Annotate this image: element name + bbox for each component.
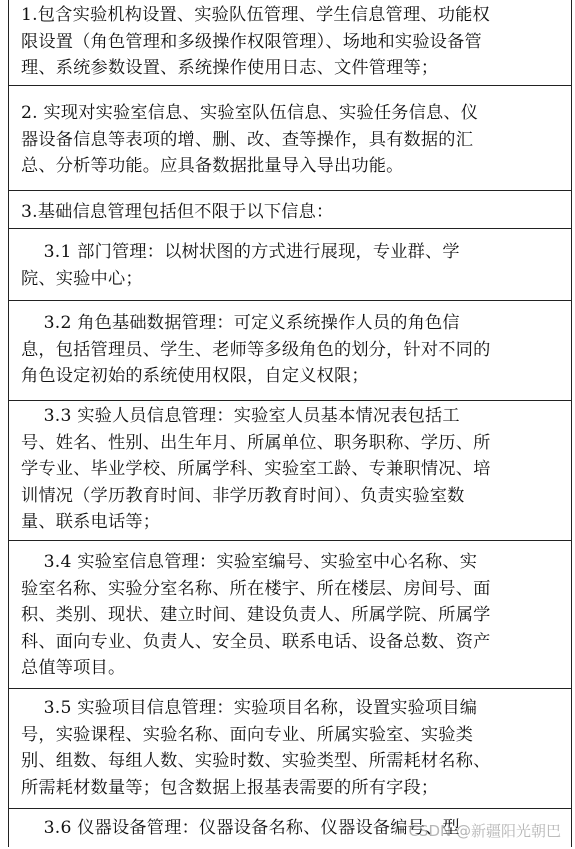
text-line: 训情况（学历教育时间、非学历教育时间）、负责实验室数 (21, 485, 465, 506)
table-cell-item-1 (9, 0, 571, 86)
text-line: 息，包括管理员、学生、老师等多级角色的划分，针对不同的 (21, 339, 491, 360)
table-cell-item-3-2 (9, 300, 571, 401)
text-line: 号、姓名、性别、出生年月、所属单位、职务职称、学历、所 (21, 432, 491, 453)
table-cell-item-3-5 (9, 688, 571, 809)
paragraph-item-3-3 (21, 403, 561, 536)
text-line: 所需耗材数量等；包含数据上报基表需要的所有字段； (21, 777, 439, 798)
table-cell-item-2 (9, 85, 571, 191)
text-line: 量、联系电话等； (21, 512, 161, 532)
table-cell-item-3-4 (9, 540, 571, 689)
text-line: 理、系统参数设置、系统操作使用日志、文件管理等； (21, 58, 439, 78)
paragraph-item-2 (21, 100, 561, 180)
requirements-table (8, 0, 572, 847)
table-cell-item-3-3 (9, 400, 571, 541)
paragraph-item-3-2 (21, 310, 561, 390)
text-line: 3.3 实验人员信息管理：实验室人员基本情况表包括工 (21, 406, 460, 426)
text-line: 角色设定初始的系统使用权限，自定义权限； (21, 366, 369, 386)
text-line: 3.基础信息管理包括但不限于以下信息： (21, 202, 334, 222)
text-line: 总值等项目。 (21, 658, 126, 678)
text-line: 2. 实现对实验室信息、实验室队伍信息、实验任务信息、仪 (21, 103, 479, 123)
text-line: 限设置（角色管理和多级操作权限管理）、场地和实验设备管 (21, 31, 482, 52)
text-line: 总、分析等功能。应具备数据批量导入导出功能。 (21, 156, 404, 176)
paragraph-item-3-1 (21, 239, 561, 292)
text-line: 3.6 仪器设备管理：仪器设备名称、仪器设备编号、型 (21, 818, 460, 838)
text-line: 1.包含实验机构设置、实验队伍管理、学生信息管理、功能权 (21, 5, 490, 25)
text-line: 学专业、毕业学校、所属学科、实验室工龄、专兼职情况、培 (21, 459, 491, 479)
paragraph-item-1 (21, 2, 561, 82)
table-cell-item-3-1 (9, 228, 571, 301)
watermark: CSDN @新疆阳光朝巴 (408, 822, 561, 840)
text-line: 验室名称、实验分室名称、所在楼宇、所在楼层、房间号、面 (21, 578, 491, 599)
text-line: 号，实验课程、实验名称、面向专业、所属实验室、实验类 (21, 724, 474, 745)
text-line: 院、实验中心； (21, 268, 143, 289)
text-line: 3.4 实验室信息管理：实验室编号、实验室中心名称、实 (21, 552, 478, 572)
text-line: 3.5 实验项目信息管理：实验项目名称，设置实验项目编 (21, 698, 478, 718)
paragraph-item-3-4 (21, 549, 561, 682)
text-line: 积、类别、现状、建立时间、建设负责人、所属学院、所属学 (21, 605, 491, 625)
text-line: 别、组数、每组人数、实验时数、实验类型、所需耗材名称、 (21, 751, 491, 771)
text-line: 3.1 部门管理：以树状图的方式进行展现，专业群、学 (21, 242, 460, 262)
text-line: 器设备信息等表项的增、删、改、查等操作，具有数据的汇 (21, 129, 474, 150)
paragraph-item-3-5 (21, 695, 561, 801)
text-line: 科、面向专业、负责人、安全员、联系电话、设备总数、资产 (21, 631, 491, 652)
table-cell-item-3 (9, 190, 571, 229)
paragraph-item-3 (21, 199, 561, 226)
text-line: 3.2 角色基础数据管理：可定义系统操作人员的角色信 (21, 313, 460, 333)
